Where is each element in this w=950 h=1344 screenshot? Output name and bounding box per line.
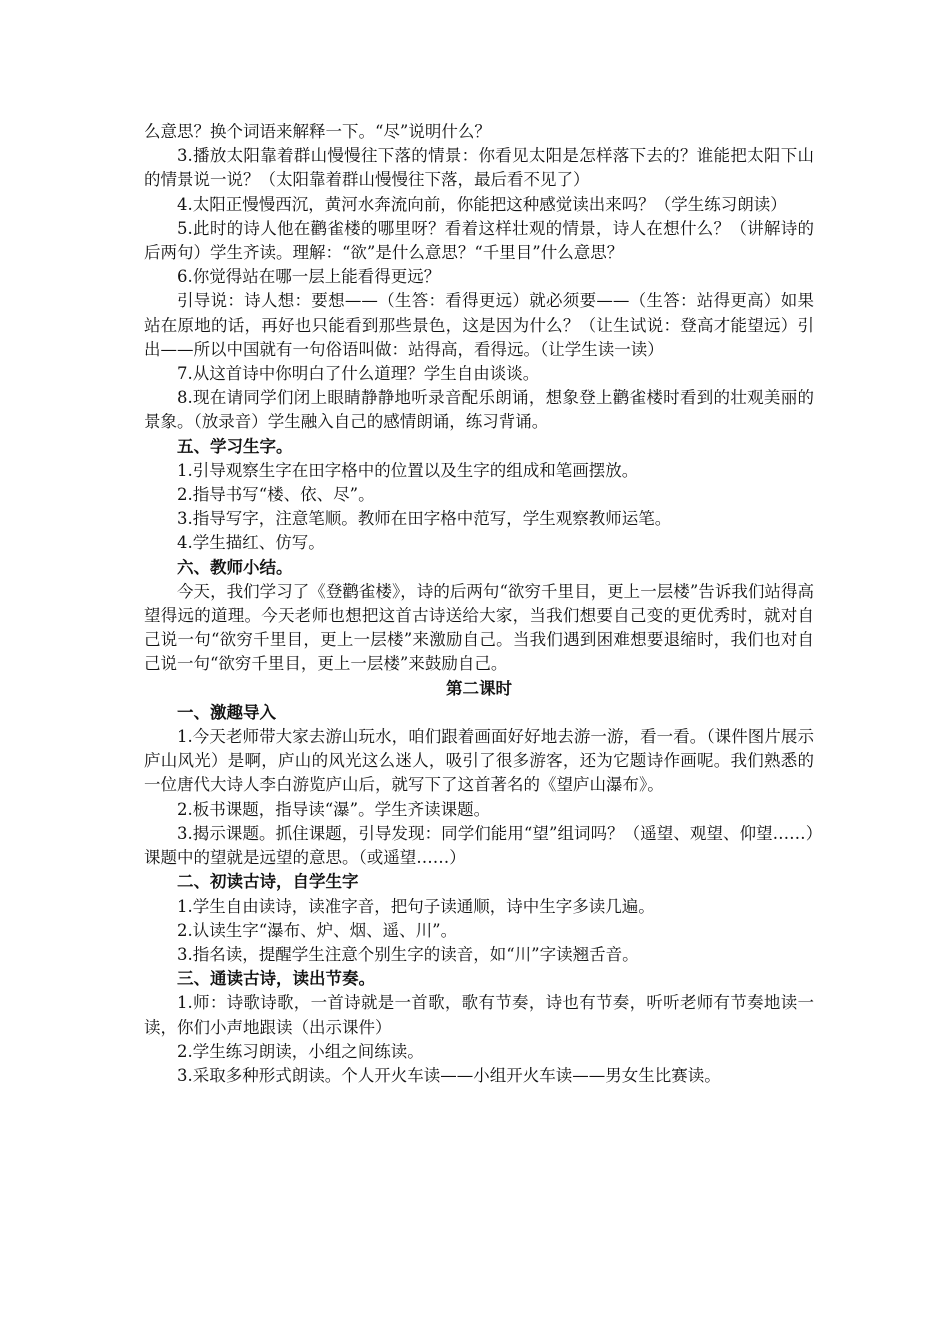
paragraph: 1.学生自由读诗，读准字音，把句子读通顺，诗中生字多读几遍。 xyxy=(177,896,655,916)
paragraph: 引导说：诗人想：要想——（生答：看得更远）就必须要——（生答：站得更高）如果站在原地的话，再好也只能看到那些景色，这是因为什么？（让生试说：登高才能望远）引出——所以中国就有一句俗语叫做：站得高，看得远。（让学生读一读） xyxy=(144,291,814,359)
document-body xyxy=(144,120,814,1088)
section-heading: 二、初读古诗，自学生字 xyxy=(177,872,359,892)
paragraph: 1.今天老师带大家去游山玩水，咱们跟着画面好好地去游一游，看一看。（课件图片展示庐山风光）是啊，庐山的风光这么迷人，吸引了很多游客，还为它题诗作画呢。我们熟悉的一位唐代大诗人李白游览庐山后，就写下了这首著名的《望庐山瀑布》。 xyxy=(144,727,814,795)
paragraph: 3.指导写字，注意笔顺。教师在田字格中范写，学生观察教师运笔。 xyxy=(177,509,672,529)
lesson-title: 第二课时 xyxy=(446,678,512,698)
section-heading: 一、激趣导入 xyxy=(177,702,276,722)
section-heading: 三、通读古诗，读出节奏。 xyxy=(177,969,375,989)
paragraph: 今天，我们学习了《登鹳雀楼》，诗的后两句“欲穷千里目，更上一层楼”告诉我们站得高望得远的道理。今天老师也想把这首古诗送给大家，当我们想要自己变的更优秀时，就对自己说一句“欲穷千里目，更上一层楼”来激励自己。当我们遇到困难想要退缩时，我们也对自己说一句“欲穷千里目，更上一层楼”来鼓励自己。 xyxy=(144,581,814,674)
paragraph: 2.指导书写“楼、依、尽”。 xyxy=(177,485,375,505)
paragraph: 3.采取多种形式朗读。个人开火车读——小组开火车读——男女生比赛读。 xyxy=(177,1065,721,1085)
section-heading: 五、学习生字。 xyxy=(177,436,293,456)
paragraph: 7.从这首诗中你明白了什么道理？学生自由谈谈。 xyxy=(177,364,540,384)
paragraph: 1.引导观察生字在田字格中的位置以及生字的组成和笔画摆放。 xyxy=(177,460,639,480)
paragraph: 3.播放太阳靠着群山慢慢往下落的情景：你看见太阳是怎样落下去的？谁能把太阳下山的情景说一说？（太阳靠着群山慢慢往下落，最后看不见了） xyxy=(144,146,814,190)
paragraph: 4.太阳正慢慢西沉，黄河水奔流向前，你能把这种感觉读出来吗？（学生练习朗读） xyxy=(177,194,787,214)
paragraph: 么意思？换个词语来解释一下。“尽”说明什么？ xyxy=(144,122,491,141)
paragraph: 1.师：诗歌诗歌，一首诗就是一首歌，歌有节奏，诗也有节奏，听听老师有节奏地读一读，你们小声地跟读（出示课件） xyxy=(144,993,814,1037)
paragraph: 6.你觉得站在哪一层上能看得更远？ xyxy=(177,267,441,287)
paragraph: 2.学生练习朗读，小组之间练读。 xyxy=(177,1041,424,1061)
paragraph: 3.揭示课题。抓住课题，引导发现：同学们能用“望”组词吗？（遥望、观望、仰望……）课题中的望就是远望的意思。（或遥望……） xyxy=(144,823,814,868)
paragraph: 2.板书课题，指导读“瀑”。学生齐读课题。 xyxy=(177,799,491,819)
paragraph: 4.学生描红、仿写。 xyxy=(177,533,325,553)
paragraph: 5.此时的诗人他在鹳雀楼的哪里呀？看着这样壮观的情景，诗人在想什么？（讲解诗的后两句）学生齐读。理解：“欲”是什么意思？“千里目”什么意思？ xyxy=(144,218,814,263)
paragraph: 3.指名读，提醒学生注意个别生字的读音，如“川”字读翘舌音。 xyxy=(177,944,639,964)
paragraph: 2.认读生字“瀑布、炉、烟、遥、川”。 xyxy=(177,920,458,940)
section-heading: 六、教师小结。 xyxy=(177,557,293,577)
paragraph: 8.现在请同学们闭上眼睛静静地听录音配乐朗诵，想象登上鹳雀楼时看到的壮观美丽的景象。（放录音）学生融入自己的感情朗诵，练习背诵。 xyxy=(144,388,814,432)
